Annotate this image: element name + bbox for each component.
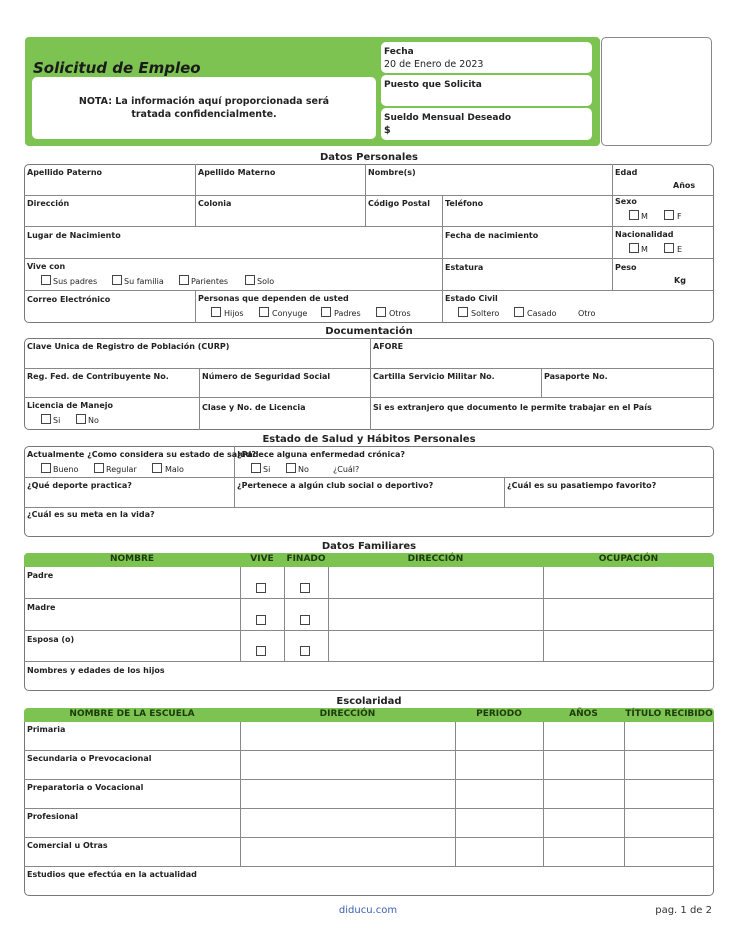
salud-malo-checkbox[interactable] xyxy=(152,463,162,473)
fam-col-finado: FINADO xyxy=(286,554,326,564)
lugar-nac-label: Lugar de Nacimiento xyxy=(27,231,121,240)
salud-bueno-label: Bueno xyxy=(53,465,79,474)
esc-col-titulo: TÍTULO RECIBIDO xyxy=(625,709,713,719)
puesto-field[interactable] xyxy=(381,75,592,106)
cartilla-label: Cartilla Servicio Militar No. xyxy=(373,372,495,381)
sueldo-field[interactable] xyxy=(381,108,592,140)
civil-soltero-label: Soltero xyxy=(471,309,500,318)
afore-label: AFORE xyxy=(373,342,404,351)
fam-row-madre: Madre xyxy=(27,603,56,612)
nac-m-label: M xyxy=(641,245,648,254)
vive-solo-checkbox[interactable] xyxy=(245,275,255,285)
cronica-si-label: Si xyxy=(263,465,271,474)
vive-padres-checkbox[interactable] xyxy=(41,275,51,285)
esc-row-primaria: Primaria xyxy=(27,725,66,734)
sexo-m-label: M xyxy=(641,212,648,221)
deporte-label: ¿Qué deporte practica? xyxy=(27,481,132,490)
fam-row-hijos: Nombres y edades de los hijos xyxy=(27,666,165,675)
esc-row-actualidad: Estudios que efectúa en la actualidad xyxy=(27,870,197,879)
fecha-nac-label: Fecha de nacimiento xyxy=(445,231,539,240)
dep-padres-label: Padres xyxy=(334,309,361,318)
esc-col-escuela: NOMBRE DE LA ESCUELA xyxy=(69,709,195,719)
familiares-header xyxy=(24,553,714,567)
header-panel xyxy=(25,37,600,146)
curp-label: Clave Unica de Registro de Población (CURP) xyxy=(27,342,230,351)
pasaporte-label: Pasaporte No. xyxy=(544,372,608,381)
esc-row-secundaria: Secundaria o Prevocacional xyxy=(27,754,152,763)
estado-civil-label: Estado Civil xyxy=(445,294,498,303)
nacionalidad-label: Nacionalidad xyxy=(615,230,674,239)
fam-col-ocupacion: OCUPACIÓN xyxy=(598,554,659,564)
form-title: Solicitud de Empleo xyxy=(33,59,201,77)
cronica-no-label: No xyxy=(298,465,309,474)
nac-e-label: E xyxy=(677,245,683,254)
section-title-familiares: Datos Familiares xyxy=(321,541,417,552)
nss-label: Número de Seguridad Social xyxy=(202,372,331,381)
salud-regular-label: Regular xyxy=(106,465,137,474)
madre-finado-checkbox[interactable] xyxy=(300,615,310,625)
page-number: pag. 1 de 2 xyxy=(655,905,712,916)
salud-regular-checkbox[interactable] xyxy=(94,463,104,473)
club-label: ¿Pertenece a algún club social o deportivo? xyxy=(237,481,434,490)
fam-col-nombre: NOMBRE xyxy=(109,554,155,564)
salud-malo-label: Malo xyxy=(165,465,184,474)
dep-conyuge-label: Conyuge xyxy=(272,309,308,318)
sexo-f-checkbox[interactable] xyxy=(664,210,674,220)
telefono-label: Teléfono xyxy=(445,199,484,208)
salud-grid xyxy=(24,446,714,537)
licencia-no-checkbox[interactable] xyxy=(76,414,86,424)
section-title-escolaridad: Escolaridad xyxy=(336,696,402,707)
sexo-f-label: F xyxy=(677,212,682,221)
colonia-label: Colonia xyxy=(198,199,232,208)
nac-m-checkbox[interactable] xyxy=(629,243,639,253)
nac-e-checkbox[interactable] xyxy=(664,243,674,253)
peso-label: Peso xyxy=(615,263,637,272)
section-title-salud: Estado de Salud y Hábitos Personales xyxy=(262,434,476,445)
cual-label: ¿Cuál? xyxy=(333,465,360,474)
estado-salud-label: Actualmente ¿Como considera su estado de salud? xyxy=(27,450,256,459)
licencia-si-checkbox[interactable] xyxy=(41,414,51,424)
padre-finado-checkbox[interactable] xyxy=(300,583,310,593)
photo-box[interactable] xyxy=(601,37,712,146)
fecha-value: 20 de Enero de 2023 xyxy=(384,59,484,70)
civil-soltero-checkbox[interactable] xyxy=(458,307,468,317)
dep-hijos-label: Hijos xyxy=(224,309,244,318)
dep-otros-label: Otros xyxy=(389,309,411,318)
civil-casado-label: Casado xyxy=(527,309,557,318)
civil-casado-checkbox[interactable] xyxy=(514,307,524,317)
footer-site-link[interactable]: diducu.com xyxy=(338,905,398,916)
section-title-personales: Datos Personales xyxy=(319,152,419,163)
dep-otros-checkbox[interactable] xyxy=(376,307,386,317)
esc-row-profesional: Profesional xyxy=(27,812,79,821)
esc-row-preparatoria: Preparatoria o Vocacional xyxy=(27,783,144,792)
pasatiempo-label: ¿Cuál es su pasatiempo favorito? xyxy=(507,481,657,490)
fam-row-esposa: Esposa (o) xyxy=(27,635,75,644)
madre-vive-checkbox[interactable] xyxy=(256,615,266,625)
escolaridad-header xyxy=(24,708,714,722)
esc-col-direccion: DIRECCIÓN xyxy=(319,709,376,719)
vive-parientes-label: Parientes xyxy=(191,277,229,286)
fam-row-padre: Padre xyxy=(27,571,54,580)
licencia-no-label: No xyxy=(88,416,99,425)
dependen-label: Personas que dependen de usted xyxy=(198,294,349,303)
clase-licencia-label: Clase y No. de Licencia xyxy=(202,403,306,412)
fam-col-vive: VIVE xyxy=(250,554,274,564)
sueldo-label: Sueldo Mensual Deseado xyxy=(384,113,512,123)
estatura-label: Estatura xyxy=(445,263,484,272)
edad-label: Edad xyxy=(615,168,638,177)
extranjero-label: Si es extranjero que documento le permite trabajar en el País xyxy=(373,403,652,412)
correo-label: Correo Electrónico xyxy=(27,295,111,304)
dep-conyuge-checkbox[interactable] xyxy=(259,307,269,317)
vive-con-label: Vive con xyxy=(27,262,66,271)
licencia-label: Licencia de Manejo xyxy=(27,401,114,410)
salud-bueno-checkbox[interactable] xyxy=(41,463,51,473)
direccion-label: Dirección xyxy=(27,199,70,208)
vive-familia-label: Su familia xyxy=(124,277,164,286)
apellido-materno-label: Apellido Materno xyxy=(198,168,276,177)
sexo-label: Sexo xyxy=(615,197,637,206)
kg-label: Kg xyxy=(674,276,686,285)
cronica-no-checkbox[interactable] xyxy=(286,463,296,473)
esc-col-periodo: PERIODO xyxy=(476,709,522,719)
vive-padres-label: Sus padres xyxy=(53,277,98,286)
cronica-si-checkbox[interactable] xyxy=(251,463,261,473)
meta-label: ¿Cuál es su meta en la vida? xyxy=(27,510,155,519)
vive-parientes-checkbox[interactable] xyxy=(179,275,189,285)
section-title-documentacion: Documentación xyxy=(325,326,413,337)
dep-padres-checkbox[interactable] xyxy=(321,307,331,317)
apellido-paterno-label: Apellido Paterno xyxy=(27,168,103,177)
dep-hijos-checkbox[interactable] xyxy=(211,307,221,317)
esc-row-comercial: Comercial u Otras xyxy=(27,841,108,850)
cp-label: Código Postal xyxy=(368,199,430,208)
vive-solo-label: Solo xyxy=(257,277,275,286)
cronica-label: ¿Padece alguna enfermedad crónica? xyxy=(237,450,406,459)
escolaridad-grid xyxy=(24,708,714,896)
fecha-label: Fecha xyxy=(384,47,414,57)
vive-familia-checkbox[interactable] xyxy=(112,275,122,285)
padre-vive-checkbox[interactable] xyxy=(256,583,266,593)
civil-otro-label: Otro xyxy=(578,309,596,318)
rfc-label: Reg. Fed. de Contribuyente No. xyxy=(27,372,169,381)
anos-label: Años xyxy=(673,181,696,190)
personales-grid xyxy=(24,164,714,323)
esposa-vive-checkbox[interactable] xyxy=(256,646,266,656)
nombres-label: Nombre(s) xyxy=(368,168,416,177)
puesto-label: Puesto que Solicita xyxy=(384,80,482,90)
fam-col-direccion: DIRECCIÓN xyxy=(407,554,464,564)
documentacion-grid xyxy=(24,338,714,430)
sexo-m-checkbox[interactable] xyxy=(629,210,639,220)
esposa-finado-checkbox[interactable] xyxy=(300,646,310,656)
sueldo-value: $ xyxy=(384,125,391,136)
licencia-si-label: Si xyxy=(53,416,61,425)
confidential-note: NOTA: La información aquí proporcionada será tratada confidencialmente. xyxy=(32,77,376,139)
esc-col-anos: AÑOS xyxy=(569,709,598,719)
fecha-field[interactable] xyxy=(381,42,592,73)
